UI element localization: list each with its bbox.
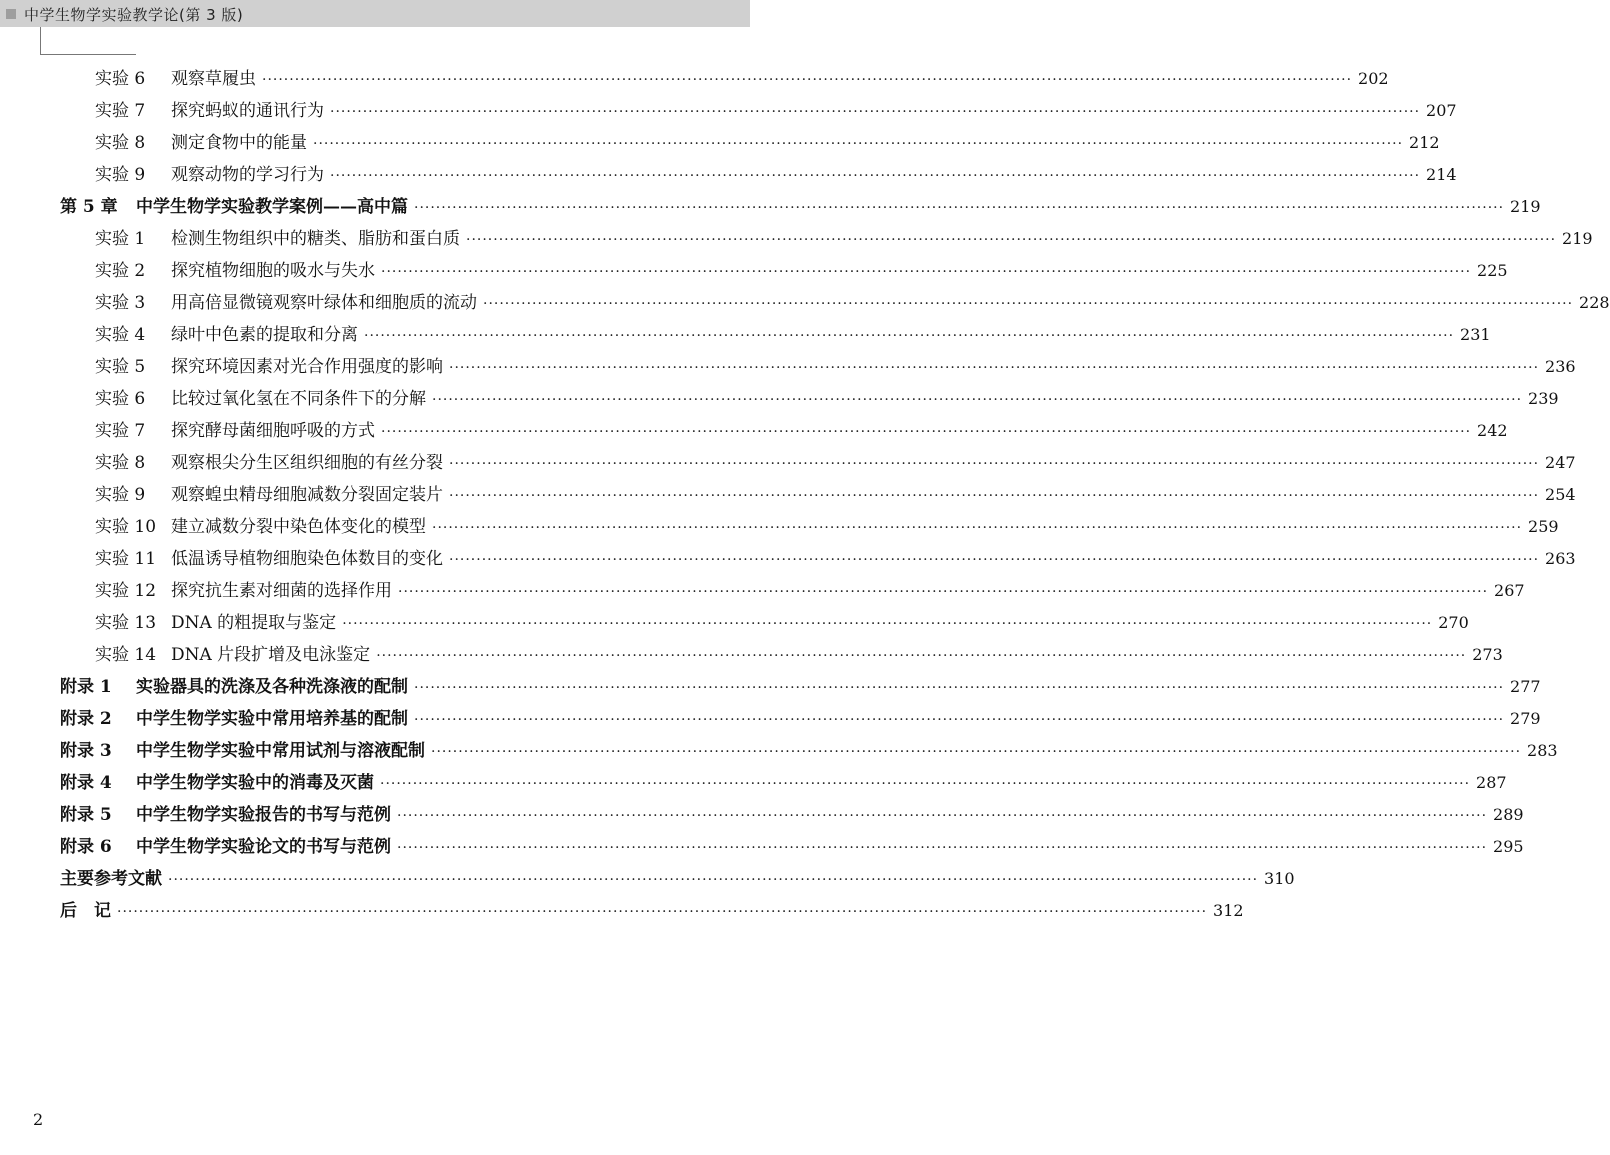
toc-entry-title: 中学生物学实验报告的书写与范例 — [136, 805, 391, 825]
toc-entry-title: 探究环境因素对光合作用强度的影响 — [171, 357, 443, 377]
toc-entry-label: 第 5 章 — [60, 197, 118, 217]
toc-chapter-entry — [60, 800, 1524, 825]
toc-experiment-entry — [95, 576, 1525, 601]
toc-chapter-entry — [60, 896, 1244, 921]
toc-entry-label: 附录 6 — [60, 837, 112, 857]
toc-experiment-entry — [95, 448, 1576, 473]
toc-entry-page: 289 — [1493, 805, 1524, 824]
toc-entry-label: 实验 14 — [95, 645, 157, 665]
toc-experiment-entry — [95, 640, 1503, 665]
toc-entry-page: 254 — [1545, 485, 1576, 504]
toc-entry-label: 实验 11 — [95, 549, 157, 569]
toc-leader-dots: ········································································································································································································ — [432, 520, 1523, 536]
toc-experiment-entry — [95, 160, 1457, 185]
toc-entry-title: 实验器具的洗涤及各种洗涤液的配制 — [136, 677, 408, 697]
toc-entry-page: 247 — [1545, 453, 1576, 472]
toc-entry-title: DNA 的粗提取与鉴定 — [171, 613, 337, 633]
toc-leader-dots: ········································································································································································································ — [449, 360, 1540, 376]
toc-entry-page: 310 — [1264, 869, 1295, 888]
toc-leader-dots: ········································································································································································································ — [414, 680, 1505, 696]
toc-leader-dots: ········································································································································································································ — [381, 264, 1472, 280]
toc-experiment-entry — [95, 352, 1576, 377]
toc-entry-label: 附录 1 — [60, 677, 112, 697]
toc-chapter-entry — [60, 768, 1507, 793]
toc-entry-title: 测定食物中的能量 — [171, 133, 307, 153]
toc-experiment-entry — [95, 256, 1508, 281]
toc-entry-page: 228 — [1579, 293, 1610, 312]
toc-entry-title: DNA 片段扩增及电泳鉴定 — [171, 645, 371, 665]
toc-entry-label: 实验 8 — [95, 133, 146, 153]
toc-entry-label: 实验 3 — [95, 293, 146, 313]
toc-entry-label: 实验 8 — [95, 453, 146, 473]
toc-entry-page: 225 — [1477, 261, 1508, 280]
toc-entry-label: 实验 2 — [95, 261, 146, 281]
toc-entry-page: 295 — [1493, 837, 1524, 856]
toc-chapter-entry — [60, 832, 1524, 857]
header-rule-horizontal — [40, 54, 136, 55]
toc-experiment-entry — [95, 384, 1559, 409]
toc-entry-label: 实验 7 — [95, 101, 146, 121]
toc-entry-page: 312 — [1213, 901, 1244, 920]
toc-leader-dots: ········································································································································································································ — [330, 168, 1421, 184]
toc-entry-label: 附录 4 — [60, 773, 112, 793]
toc-entry-page: 219 — [1510, 197, 1541, 216]
toc-entry-title: 中学生物学实验中常用培养基的配制 — [136, 709, 408, 729]
toc-entry-title: 检测生物组织中的糖类、脂肪和蛋白质 — [171, 229, 460, 249]
toc-experiment-entry — [95, 416, 1508, 441]
toc-entry-title: 中学生物学实验教学案例——高中篇 — [136, 197, 408, 217]
toc-experiment-entry — [95, 544, 1576, 569]
toc-leader-dots: ········································································································································································································ — [483, 296, 1574, 312]
running-header-title: 中学生物学实验教学论(第 3 版) — [24, 6, 244, 24]
toc-entry-label: 实验 7 — [95, 421, 146, 441]
toc-entry-label: 实验 5 — [95, 357, 146, 377]
toc-entry-label: 附录 5 — [60, 805, 112, 825]
toc-entry-title: 观察动物的学习行为 — [171, 165, 324, 185]
toc-leader-dots: ········································································································································································································ — [330, 104, 1421, 120]
toc-leader-dots: ········································································································································································································ — [466, 232, 1557, 248]
toc-leader-dots: ········································································································································································································ — [168, 872, 1259, 888]
toc-entry-title: 探究蚂蚁的通讯行为 — [171, 101, 324, 121]
toc-experiment-entry — [95, 288, 1610, 313]
header-square-icon — [6, 9, 16, 19]
toc-entry-title: 中学生物学实验中的消毒及灭菌 — [136, 773, 374, 793]
toc-entry-title: 观察根尖分生区组织细胞的有丝分裂 — [171, 453, 443, 473]
toc-leader-dots: ········································································································································································································ — [449, 552, 1540, 568]
toc-entry-label: 实验 9 — [95, 485, 146, 505]
toc-entry-page: 202 — [1358, 69, 1389, 88]
toc-entry-page: 283 — [1527, 741, 1558, 760]
toc-entry-page: 279 — [1510, 709, 1541, 728]
toc-chapter-entry — [60, 672, 1541, 697]
toc-experiment-entry — [95, 224, 1593, 249]
toc-entry-label: 实验 9 — [95, 165, 146, 185]
toc-entry-title: 比较过氧化氢在不同条件下的分解 — [171, 389, 426, 409]
toc-entry-page: 236 — [1545, 357, 1576, 376]
toc-leader-dots: ········································································································································································································ — [262, 72, 1353, 88]
toc-entry-title: 探究抗生素对细菌的选择作用 — [171, 581, 392, 601]
page-number: 2 — [33, 1110, 44, 1129]
toc-leader-dots: ········································································································································································································ — [449, 488, 1540, 504]
toc-entry-page: 239 — [1528, 389, 1559, 408]
toc-experiment-entry — [95, 480, 1576, 505]
toc-entry-title: 中学生物学实验中常用试剂与溶液配制 — [136, 741, 425, 761]
toc-entry-label: 实验 13 — [95, 613, 157, 633]
toc-leader-dots: ········································································································································································································ — [380, 776, 1471, 792]
toc-entry-page: 231 — [1460, 325, 1491, 344]
toc-entry-page: 219 — [1562, 229, 1593, 248]
toc-entry-page: 207 — [1426, 101, 1457, 120]
toc-leader-dots: ········································································································································································································ — [397, 840, 1488, 856]
toc-leader-dots: ········································································································································································································ — [364, 328, 1455, 344]
toc-leader-dots: ········································································································································································································ — [398, 584, 1489, 600]
toc-leader-dots: ········································································································································································································ — [342, 616, 1433, 632]
toc-leader-dots: ········································································································································································································ — [381, 424, 1472, 440]
toc-leader-dots: ········································································································································································································ — [313, 136, 1404, 152]
toc-entry-title: 低温诱导植物细胞染色体数目的变化 — [171, 549, 443, 569]
toc-leader-dots: ········································································································································································································ — [414, 712, 1505, 728]
toc-entry-page: 214 — [1426, 165, 1457, 184]
header-rule-vertical — [40, 27, 41, 55]
toc-entry-page: 263 — [1545, 549, 1576, 568]
toc-entry-page: 287 — [1476, 773, 1507, 792]
toc-entry-label: 附录 2 — [60, 709, 112, 729]
toc-experiment-entry — [95, 96, 1457, 121]
toc-entry-title: 探究酵母菌细胞呼吸的方式 — [171, 421, 375, 441]
toc-chapter-entry — [60, 192, 1541, 217]
toc-leader-dots: ········································································································································································································ — [432, 392, 1523, 408]
toc-leader-dots: ········································································································································································································ — [431, 744, 1522, 760]
toc-chapter-entry — [60, 704, 1541, 729]
toc-entry-label: 实验 6 — [95, 389, 146, 409]
toc-entry-title: 建立减数分裂中染色体变化的模型 — [171, 517, 426, 537]
toc-entry-page: 259 — [1528, 517, 1559, 536]
toc-experiment-entry — [95, 320, 1491, 345]
toc-entry-title: 绿叶中色素的提取和分离 — [171, 325, 358, 345]
toc-leader-dots: ········································································································································································································ — [117, 904, 1208, 920]
toc-entry-label: 实验 4 — [95, 325, 146, 345]
toc-entry-title: 中学生物学实验论文的书写与范例 — [136, 837, 391, 857]
toc-entry-page: 270 — [1438, 613, 1469, 632]
running-header — [0, 0, 750, 27]
toc-entry-label: 附录 3 — [60, 741, 112, 761]
toc-entry-title: 观察蝗虫精母细胞减数分裂固定装片 — [171, 485, 443, 505]
toc-entry-page: 273 — [1472, 645, 1503, 664]
toc-entry-label: 实验 6 — [95, 69, 146, 89]
toc-chapter-entry — [60, 736, 1558, 761]
toc-chapter-entry — [60, 864, 1295, 889]
toc-entry-title: 观察草履虫 — [171, 69, 256, 89]
toc-entry-title: 后 记 — [60, 901, 111, 921]
toc-leader-dots: ········································································································································································································ — [414, 200, 1505, 216]
toc-entry-title: 探究植物细胞的吸水与失水 — [171, 261, 375, 281]
toc-entry-title: 用高倍显微镜观察叶绿体和细胞质的流动 — [171, 293, 477, 313]
toc-entry-label: 实验 12 — [95, 581, 157, 601]
toc-leader-dots: ········································································································································································································ — [397, 808, 1488, 824]
toc-entry-label: 实验 1 — [95, 229, 146, 249]
toc-entry-page: 242 — [1477, 421, 1508, 440]
toc-entry-page: 267 — [1494, 581, 1525, 600]
toc-entry-title: 主要参考文献 — [60, 869, 162, 889]
toc-entry-page: 277 — [1510, 677, 1541, 696]
toc-experiment-entry — [95, 128, 1440, 153]
toc-leader-dots: ········································································································································································································ — [449, 456, 1540, 472]
toc-experiment-entry — [95, 512, 1559, 537]
toc-leader-dots: ········································································································································································································ — [376, 648, 1467, 664]
toc-entry-page: 212 — [1409, 133, 1440, 152]
toc-experiment-entry — [95, 608, 1469, 633]
toc-experiment-entry — [95, 64, 1389, 89]
toc-entry-label: 实验 10 — [95, 517, 157, 537]
